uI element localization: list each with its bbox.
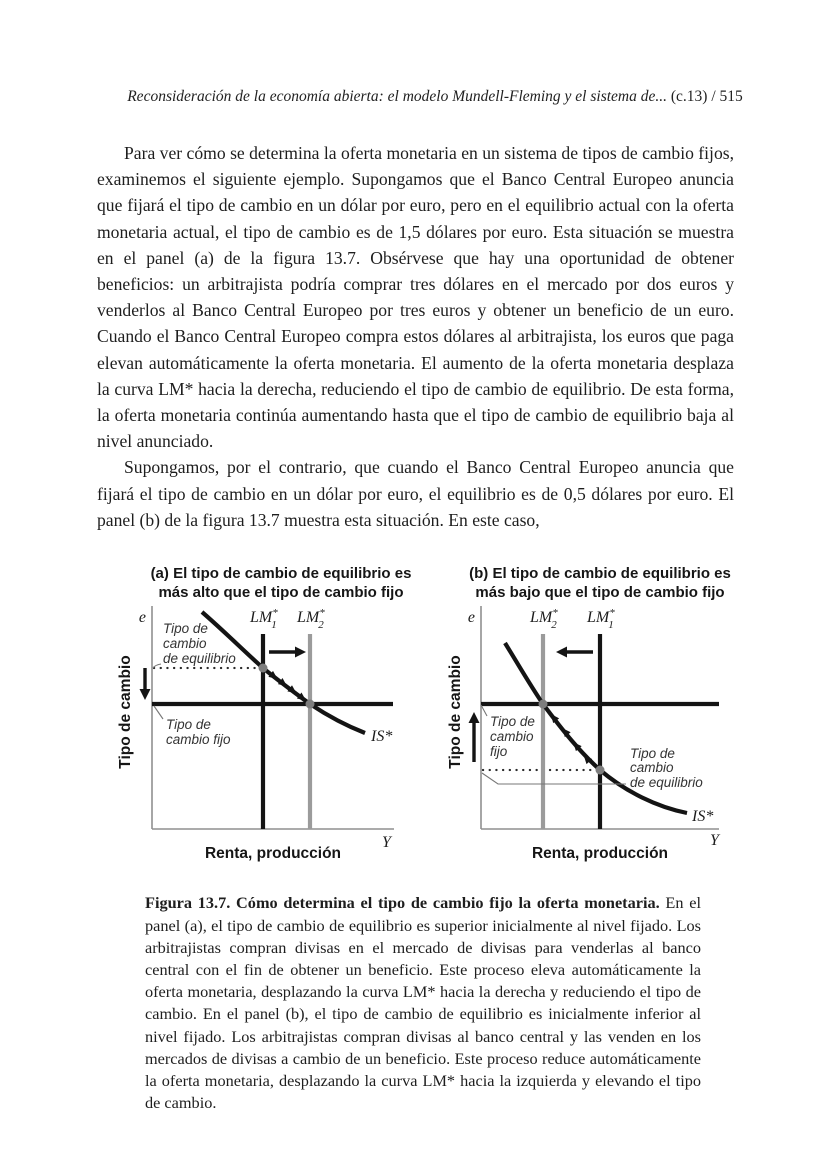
- panel-b-plot: [430, 600, 760, 875]
- paragraph: Supongamos, por el contrario, que cuando el Banco Central Europeo anuncia que fijará el tipo de cambio en un dólar por euro, el equilibrio es de 0,5 dólares por euro. El panel (b) de la figura 13.7 muestra esta situación. En este caso,: [97, 457, 734, 530]
- panel-b-final-equilibrium-point: [539, 700, 548, 709]
- panel-b-lm1-label: LM* 1: [587, 607, 615, 631]
- panel-a-title-line1: (a) El tipo de cambio de equilibrio es: [150, 565, 412, 582]
- panel-b-equilibrium-rate-label: [482, 746, 703, 790]
- figure-caption: [145, 892, 701, 1114]
- panel-b-initial-equilibrium-point: [596, 766, 605, 775]
- panel-a-plot: [100, 600, 420, 875]
- panel-a-is-label: IS*: [371, 728, 393, 745]
- svg-text:de equilibrio: de equilibrio: [630, 775, 703, 790]
- svg-text:cambio: cambio: [163, 636, 207, 651]
- panel-a-equilibrium-rate-label: [153, 621, 236, 668]
- panel-a-lm-shift-right-arrow: [269, 647, 306, 658]
- body-text: [97, 140, 734, 533]
- paragraph: Para ver cómo se determina la oferta monetaria en un sistema de tipos de cambio fijos, examinemos el siguiente ejemplo. Supongamos que el Banco Central Europeo anuncia que fijará el tipo de cambio en un dólar por euro, pero en el equilibrio actual con la oferta monetaria actual, el tipo de cambio es de 1,5 dólares por euro. Esta situación se muestra en el panel (a) de la figura 13.7. Obsérvese que hay una oportunidad de obtener beneficios: un arbitrajista podría comprar tres dólares en el mercado por dos euros y venderlos al Banco Central Europeo por tres euros y obtener un beneficio de un euro. Cuando el Banco Central Europeo compra estos dólares al arbitrajista, los euros que paga elevan automáticamente la oferta monetaria. El aumento de la oferta monetaria desplaza la curva LM* hacia la derecha, reduciendo el tipo de cambio de equilibrio. De esta forma, la oferta monetaria continúa aumentando hasta que el tipo de cambio de equilibrio baja al nivel anunciado.: [97, 143, 734, 452]
- figure-caption-title: Figura 13.7. Cómo determina el tipo de cambio fijo la oferta monetaria.: [145, 893, 660, 913]
- running-header: [110, 88, 760, 106]
- panel-a-lm1-label: LM* 1: [250, 607, 278, 631]
- panel-b-title-line1: (b) El tipo de cambio de equilibrio es: [469, 565, 731, 582]
- panel-b-y-var: Y: [710, 832, 719, 849]
- svg-text:Tipo de: Tipo de: [163, 621, 208, 636]
- panel-b-title-line2: más bajo que el tipo de cambio fijo: [475, 584, 725, 601]
- svg-text:fijo: fijo: [490, 744, 508, 759]
- chapter-page-number: (c.13) / 515: [670, 88, 743, 105]
- panel-b-e-var: e: [467, 609, 475, 626]
- panel-a-fixed-rate-label: [154, 706, 231, 747]
- panel-a-is-curve: [202, 612, 365, 733]
- panel-b-x-axis-title: Renta, producción: [531, 845, 669, 862]
- svg-text:cambio fijo: cambio fijo: [166, 732, 231, 747]
- panel-b-exchange-rate-up-arrow: [469, 712, 480, 762]
- svg-text:de equilibrio: de equilibrio: [163, 651, 236, 666]
- panel-b-lm2-label: LM* 2: [530, 607, 558, 631]
- panel-a-fixed-leader-line: [154, 706, 163, 719]
- panel-a-final-equilibrium-point: [306, 700, 315, 709]
- panel-b-is-label: IS*: [692, 808, 714, 825]
- panel-b-lm-shift-left-arrow: [556, 647, 593, 658]
- panel-a-e-var: e: [138, 609, 146, 626]
- svg-text:cambio: cambio: [490, 729, 534, 744]
- panel-b-fixed-leader-line: [481, 705, 487, 716]
- panel-b-title: [435, 564, 765, 602]
- panel-b-y-axis-title: Tipo de cambio: [447, 655, 464, 769]
- figure-caption-body: En el panel (a), el tipo de cambio de equilibrio es superior inicialmente al nivel fijado. Los arbitrajistas compran divisas en el mercado de divisas para venderlas al banco central con el fin de obtener un beneficio. Este proceso eleva automáticamente la oferta monetaria, desplazando la curva LM* hacia la derecha y reduciendo el tipo de cambio. En el panel (b), el tipo de cambio de equilibrio es inicialmente inferior al nivel fijado. Los arbitrajistas compran divisas al banco central y las venden en los mercados de divisas a cambio de un beneficio. Este proceso reduce automáticamente la oferta monetaria, desplazando la curva LM* hacia la izquierda y elevando el tipo de cambio.: [145, 893, 701, 1113]
- panel-a-lm2-label: LM* 2: [297, 607, 325, 631]
- running-title: Reconsideración de la economía abierta: el modelo Mundell-Fleming y el sistema de...: [127, 88, 667, 105]
- panel-a-title-line2: más alto que el tipo de cambio fijo: [158, 584, 404, 601]
- panel-b-fixed-rate-label: [481, 705, 535, 759]
- panel-a-title: [116, 564, 446, 602]
- svg-text:Tipo de: Tipo de: [166, 717, 211, 732]
- svg-text:Tipo de: Tipo de: [630, 746, 675, 761]
- svg-text:Tipo de: Tipo de: [490, 714, 535, 729]
- panel-a-initial-equilibrium-point: [259, 664, 268, 673]
- panel-a-y-var: Y: [382, 834, 391, 851]
- panel-a-y-axis-title: Tipo de cambio: [117, 655, 134, 769]
- panel-a-x-axis-title: Renta, producción: [204, 845, 342, 862]
- svg-text:cambio: cambio: [630, 760, 674, 775]
- panel-a-exchange-rate-down-arrow: [140, 668, 151, 700]
